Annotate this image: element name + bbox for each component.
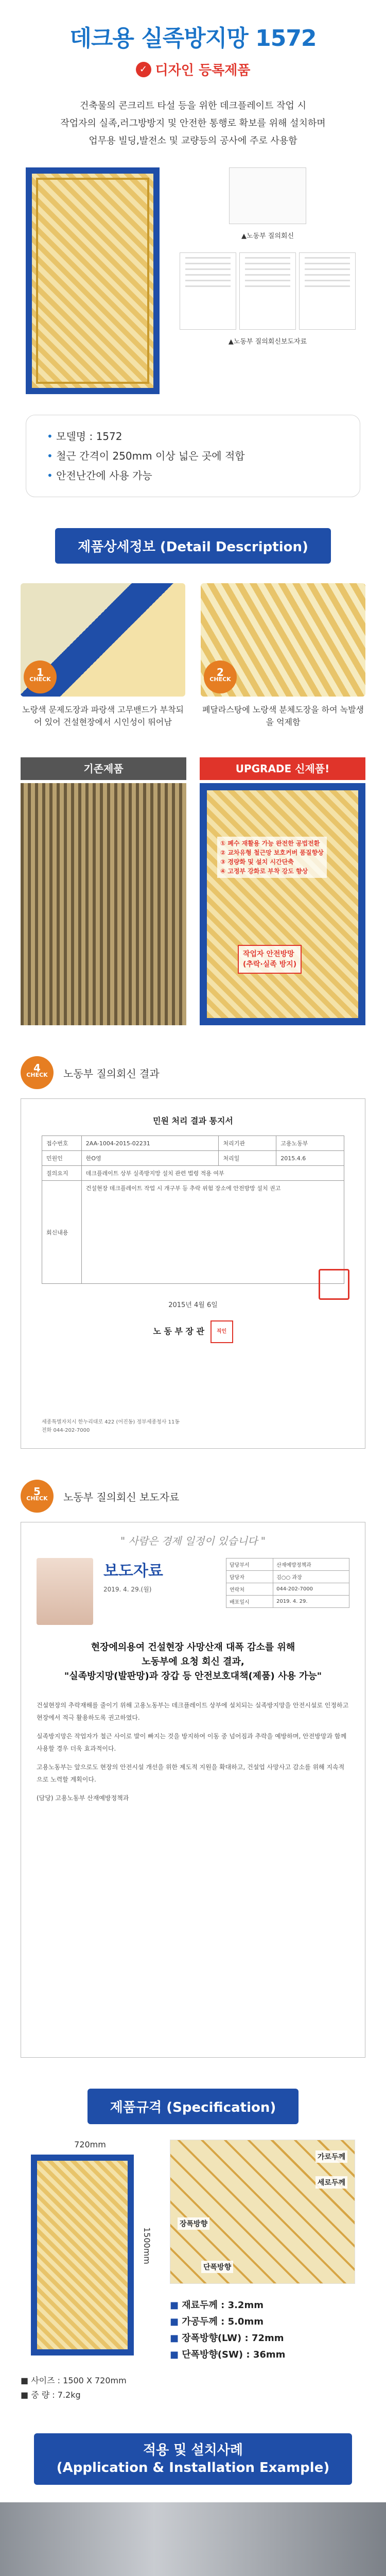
- check-badge: [204, 660, 237, 693]
- award-icon: ✓: [136, 62, 151, 77]
- installation-photo: [0, 2502, 386, 2576]
- press-date: 2019. 4. 29.(월): [103, 1586, 152, 1593]
- approval-stamp: [319, 1269, 349, 1300]
- upgrade-notes: ① 폐수 재활용 가능 완전한 공법전환 ② 교차유형 철근망 보호커버 품질향상 ③ 경량화 및 설치 시간단축 ④ 고정부 강화로 부착 강도 향상: [217, 837, 327, 878]
- application-title: 적용 및 설치사례: [143, 2443, 243, 2458]
- check-number: 2: [217, 666, 224, 679]
- spec-section: [0, 2140, 386, 2363]
- check-badge: [21, 1056, 54, 1089]
- document-thumbnail: [239, 252, 296, 330]
- detail-item: [21, 583, 185, 728]
- certificate-thumbnail: [229, 167, 306, 224]
- table-row: [42, 1166, 344, 1181]
- document-footer: 세종특별자치시 한누리대로 422 (어진동) 정부세종청사 11동 전화 044-202-7000: [42, 1419, 180, 1433]
- press-header: [37, 1558, 349, 1625]
- press-headline: [37, 1640, 349, 1684]
- basic-product-image: [21, 783, 186, 1025]
- table-row: [226, 1558, 349, 1571]
- intro-line-2: 작업자의 실족,러그방방지 및 안전한 통행로 확보를 위해 설치하며: [60, 118, 326, 129]
- documents-caption: ▲노동부 질의회신보도자료: [228, 338, 307, 346]
- table-cell: 044-202-7000: [273, 1583, 349, 1596]
- press-body: [37, 1699, 349, 1804]
- mesh-diagram: [170, 2140, 355, 2284]
- table-row: [42, 1136, 344, 1151]
- press-paragraph: 건설현장의 추락재해를 줄이기 위해 고용노동부는 데크플레이트 상부에 설치되는 실족방지망을 안전시설로 인정하고 현장에서 적극 활용하도록 권고하였다.: [37, 1702, 349, 1721]
- detail-image: [201, 583, 365, 697]
- press-info-table: [226, 1558, 349, 1608]
- intro-text: [0, 97, 386, 150]
- table-cell: 건설현장 데크플레이트 작업 시 개구부 등 추락 위험 장소에 안전방망 설치 권고: [81, 1181, 344, 1284]
- table-cell: 회신내용: [42, 1181, 82, 1284]
- intro-line-3: 업무용 빌딩,발전소 및 교량등의 공사에 주로 사용함: [89, 135, 297, 146]
- document-heading: 민원 처리 결과 통지서: [153, 1116, 233, 1126]
- product-comparison: [0, 757, 386, 1025]
- detail-text: 폐달라스탕에 노랑색 분체도장을 하여 녹발생을 억제함: [202, 705, 364, 727]
- ministry-reply-document: [21, 1098, 365, 1449]
- headline-line: "실족방지망(발판망)과 장갑 등 안전보호대책(제품) 사용 가능": [64, 1671, 322, 1682]
- upgrade-product-image: [200, 783, 365, 1025]
- mesh-label: 단폭방향: [201, 2261, 233, 2273]
- check4-title: 노동부 질의회신 결과: [63, 1067, 160, 1080]
- header: [0, 0, 386, 79]
- press-brand: [103, 1558, 216, 1594]
- mesh-label: 가로두께: [315, 2150, 347, 2163]
- mesh-spec-list: [170, 2297, 365, 2363]
- spec-item: ■ 장폭방향(LW) : 72mm: [170, 2330, 365, 2347]
- table-cell: 처리일: [219, 1151, 276, 1166]
- upgrade-center-label: 작업자 안전방망 (추락·실족 방지): [238, 945, 302, 974]
- mesh-label: 장폭방향: [178, 2217, 209, 2230]
- check-badge: [21, 1480, 54, 1513]
- issuer-name: 노 동 부 장 관: [153, 1326, 204, 1336]
- press-paragraph: (담당) 고용노동부 산재예방정책과: [37, 1794, 129, 1802]
- detail-image: [21, 583, 185, 697]
- detail-banner-label: 제품상세정보 (Detail Description): [55, 528, 331, 564]
- intro-line-1: 건축물의 콘크리트 타설 등을 위한 데크플레이트 작업 시: [80, 100, 306, 111]
- application-photos: [0, 2502, 386, 2576]
- application-banner-label: [34, 2433, 352, 2485]
- mesh-spec: [170, 2140, 365, 2363]
- check-number: 1: [37, 666, 44, 679]
- check-number: 5: [33, 1485, 41, 1498]
- seal-stamp: 직인: [210, 1320, 233, 1343]
- document-thumbnail: [180, 252, 236, 330]
- press-release-document: [21, 1522, 365, 2058]
- basic-product-label: 기존제품: [21, 757, 186, 780]
- check-label: CHECK: [26, 1495, 48, 1502]
- table-cell: 담당부서: [226, 1558, 273, 1571]
- table-cell: 질의요지: [42, 1166, 82, 1181]
- check4-section: [0, 1056, 386, 1449]
- table-cell: 담당자: [226, 1571, 273, 1583]
- table-cell: 2AA-1004-2015-02231: [81, 1136, 219, 1151]
- headline-line: 노동부에 요청 회신 결과,: [142, 1656, 244, 1667]
- upgrade-product-label: UPGRADE 신제품!: [200, 757, 365, 780]
- table-cell: 산재예방정책과: [273, 1558, 349, 1571]
- application-subtitle: (Application & Installation Example): [56, 2460, 330, 2476]
- check-badge: [24, 660, 57, 693]
- size-line: ■ 사이즈 : 1500 X 720mm: [21, 2376, 127, 2385]
- table-cell: 데크플레이트 상부 실족방지망 설치 관련 법령 적용 여부: [81, 1166, 344, 1181]
- table-row: [226, 1596, 349, 1608]
- size-weight: [21, 2374, 365, 2402]
- table-cell: 처리기관: [219, 1136, 276, 1151]
- check-label: CHECK: [209, 676, 231, 683]
- table-cell: 김○○ 과장: [273, 1571, 349, 1583]
- spec-item: • 철근 간격이 250mm 이상 넓은 곳에 적합: [47, 446, 339, 466]
- headline-line: 현장에의용여 건설현장 사망산재 대폭 감소를 위해: [91, 1642, 295, 1653]
- document-date: 2015년 4월 6일: [168, 1301, 218, 1309]
- check-label: CHECK: [26, 1072, 48, 1078]
- product-title: 데크용 실족방지망 1572: [69, 25, 317, 52]
- table-row: [42, 1151, 344, 1166]
- check5-title: 노동부 질의회신 보도자료: [63, 1490, 180, 1503]
- detail-item: [201, 583, 365, 728]
- table-cell: 2015.4.6: [276, 1151, 344, 1166]
- product-overview: [0, 167, 386, 394]
- spec-item: ■ 가공두께 : 5.0mm: [170, 2314, 365, 2330]
- design-registered-badge: [136, 60, 251, 79]
- press-paragraph: 실족방지망은 작업자가 철근 사이로 발이 빠지는 것을 방지하여 이동 중 넘어짐과 추락을 예방하며, 안전방망과 함께 사용할 경우 더욱 효과적이다.: [37, 1733, 347, 1752]
- press-paragraph: 고용노동부는 앞으로도 현장의 안전시설 개선을 위한 제도적 지원을 확대하고, 건설업 사망사고 감소를 위해 지속적으로 노력할 계획이다.: [37, 1764, 345, 1783]
- press-slogan: " 사람은 경제 일정이 있습니다 ": [120, 1535, 266, 1547]
- table-cell: 배포일시: [226, 1596, 273, 1608]
- check-number: 4: [33, 1062, 41, 1074]
- basic-product: [21, 757, 186, 1025]
- table-cell: 민원인: [42, 1151, 82, 1166]
- dimension-figure: [21, 2140, 160, 2363]
- press-title: 보도자료: [103, 1562, 163, 1580]
- mesh-label: 세로두께: [315, 2176, 347, 2189]
- certificate-column: [175, 167, 360, 394]
- press-documents: [180, 252, 356, 330]
- check5-section: [0, 1480, 386, 2058]
- detail-text: 노랑색 문제도장과 파랑색 고무밴드가 부착되어 있어 건설현장에서 시인성이 뛰어남: [22, 705, 184, 727]
- spec-banner-label: 제품규격 (Specification): [87, 2089, 299, 2124]
- upgrade-product: [200, 757, 365, 1025]
- badge-label: 디자인 등록제품: [155, 63, 251, 78]
- height-label: 1500mm: [142, 2227, 152, 2264]
- spec-list: [26, 415, 360, 497]
- table-row: [226, 1583, 349, 1596]
- certificate-caption: ▲노동부 질의회신: [241, 232, 294, 240]
- width-label: 720mm: [74, 2140, 106, 2149]
- minister-photo: [37, 1558, 93, 1625]
- table-cell: 접수번호: [42, 1136, 82, 1151]
- document-thumbnail: [299, 252, 356, 330]
- product-image: [26, 167, 160, 394]
- document-table: [42, 1136, 344, 1284]
- document-seal: [131, 1320, 255, 1343]
- application-banner: [0, 2433, 386, 2485]
- spec-item: • 안전난간에 사용 가능: [47, 466, 339, 485]
- product-dimension-image: [31, 2155, 134, 2355]
- spec-item: ■ 단폭방향(SW) : 36mm: [170, 2347, 365, 2363]
- spec-item: • 모델명 : 1572: [47, 427, 339, 446]
- spec-item: ■ 재료두께 : 3.2mm: [170, 2297, 365, 2314]
- detail-items: [0, 583, 386, 728]
- table-cell: 연락처: [226, 1583, 273, 1596]
- table-cell: 2019. 4. 29.: [273, 1596, 349, 1608]
- table-cell: 고용노동부: [276, 1136, 344, 1151]
- table-cell: 한O영: [81, 1151, 219, 1166]
- table-row: [226, 1571, 349, 1583]
- check-label: CHECK: [29, 676, 51, 683]
- table-row: [42, 1181, 344, 1284]
- weight-line: ■ 중 량 : 7.2kg: [21, 2390, 81, 2400]
- detail-banner: [0, 528, 386, 564]
- spec-banner: [0, 2089, 386, 2124]
